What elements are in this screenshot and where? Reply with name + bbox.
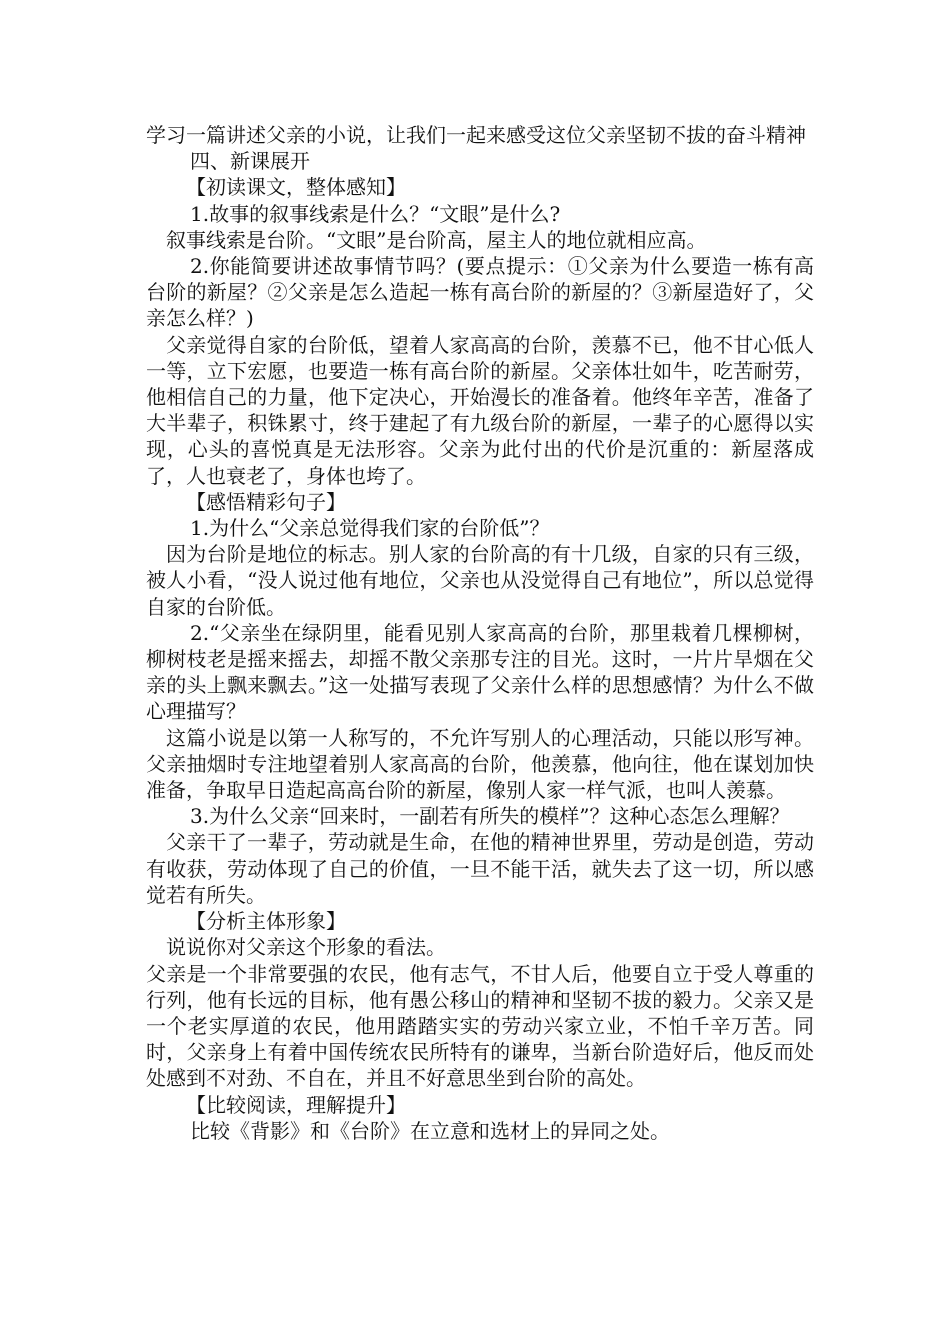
intro-paragraph: 学习一篇讲述父亲的小说，让我们一起来感受这位父亲坚韧不拔的奋斗精神 [146, 123, 806, 147]
answer-character: 父亲是一个非常要强的农民，他有志气，不甘人后，他要自立于受人尊重的行列，他有长远的目标，他有愚公移山的精神和坚韧不拔的毅力。父亲又是一个老实厚道的农民，他用踏踏实实的劳动兴家立业，不怕千辛万苦。同时，父亲身上有着中国传统农民所特有的谦卑，当新台阶造好后，他反而处处感到不对劲、不自在，并且不好意思坐到台阶的高处。 [146, 961, 814, 1091]
subsection-heading-comparison: 【比较阅读，理解提升】 [186, 1092, 406, 1117]
question-sentence-1: 1.为什么“父亲总觉得我们家的台阶低”？ [190, 516, 550, 541]
subsection-heading-first-reading: 【初读课文，整体感知】 [186, 175, 406, 200]
subsection-heading-sentences: 【感悟精彩句子】 [186, 489, 346, 514]
question-2-plot: 2.你能简要讲述故事情节吗？(要点提示：①父亲为什么要造一栋有高台阶的新屋？②父亲是怎么造起一栋有高台阶的新屋的？③新屋造好了，父亲怎么样？) [146, 254, 814, 331]
answer-sentence-3: 父亲干了一辈子，劳动就是生命，在他的精神世界里，劳动是创造，劳动有收获，劳动体现了自己的价值，一旦不能干活，就失去了这一切，所以感觉若有所失。 [146, 830, 814, 907]
question-character: 说说你对父亲这个形象的看法。 [166, 935, 446, 960]
section-heading-new-lesson: 四、新课展开 [190, 149, 310, 174]
question-comparison: 比较《背影》和《台阶》在立意和选材上的异同之处。 [190, 1118, 670, 1143]
question-1-narrative-clue: 1.故事的叙事线索是什么？“文眼”是什么? [190, 201, 561, 226]
answer-sentence-2: 这篇小说是以第一人称写的，不允许写别人的心理活动，只能以形写神。父亲抽烟时专注地望着别人家高高的台阶，他羡慕，他向往，他在谋划加快准备，争取早日造起高高台阶的新屋，像别人家一样气派，也叫人羡慕。 [146, 725, 814, 803]
answer-2-plot: 父亲觉得自家的台阶低，望着人家高高的台阶，羡慕不已，他不甘心低人一等，立下宏愿，也要造一栋有高台阶的新屋。父亲体壮如牛，吃苦耐劳，他相信自己的力量，他下定决心，开始漫长的准备着。他终年辛苦，准备了大半辈子，积铢累寸，终于建起了有九级台阶的新屋，一辈子的心愿得以实现，心头的喜悦真是无法形容。父亲为此付出的代价是沉重的：新屋落成了，人也衰老了，身体也垮了。 [146, 332, 814, 488]
answer-sentence-1: 因为台阶是地位的标志。别人家的台阶高的有十几级，自家的只有三级，被人小看，“没人说过他有地位，父亲也从没觉得自己有地位”，所以总觉得自家的台阶低。 [146, 542, 814, 619]
answer-1-narrative-clue: 叙事线索是台阶。“文眼”是台阶高，屋主人的地位就相应高。 [166, 227, 707, 252]
question-sentence-2: 2.“父亲坐在绿阴里，能看见别人家高高的台阶，那里栽着几棵柳树，柳树枝老是摇来摇去，却摇不散父亲那专注的目光。这时，一片片旱烟在父亲的头上飘来飘去。”这一处描写表现了父亲什么样的思想感情？为什么不做心理描写？ [146, 620, 814, 724]
subsection-heading-character: 【分析主体形象】 [186, 909, 346, 934]
question-sentence-3: 3.为什么父亲“回来时，一副若有所失的模样”？这种心态怎么理解？ [190, 804, 790, 829]
document-page [146, 122, 814, 1144]
